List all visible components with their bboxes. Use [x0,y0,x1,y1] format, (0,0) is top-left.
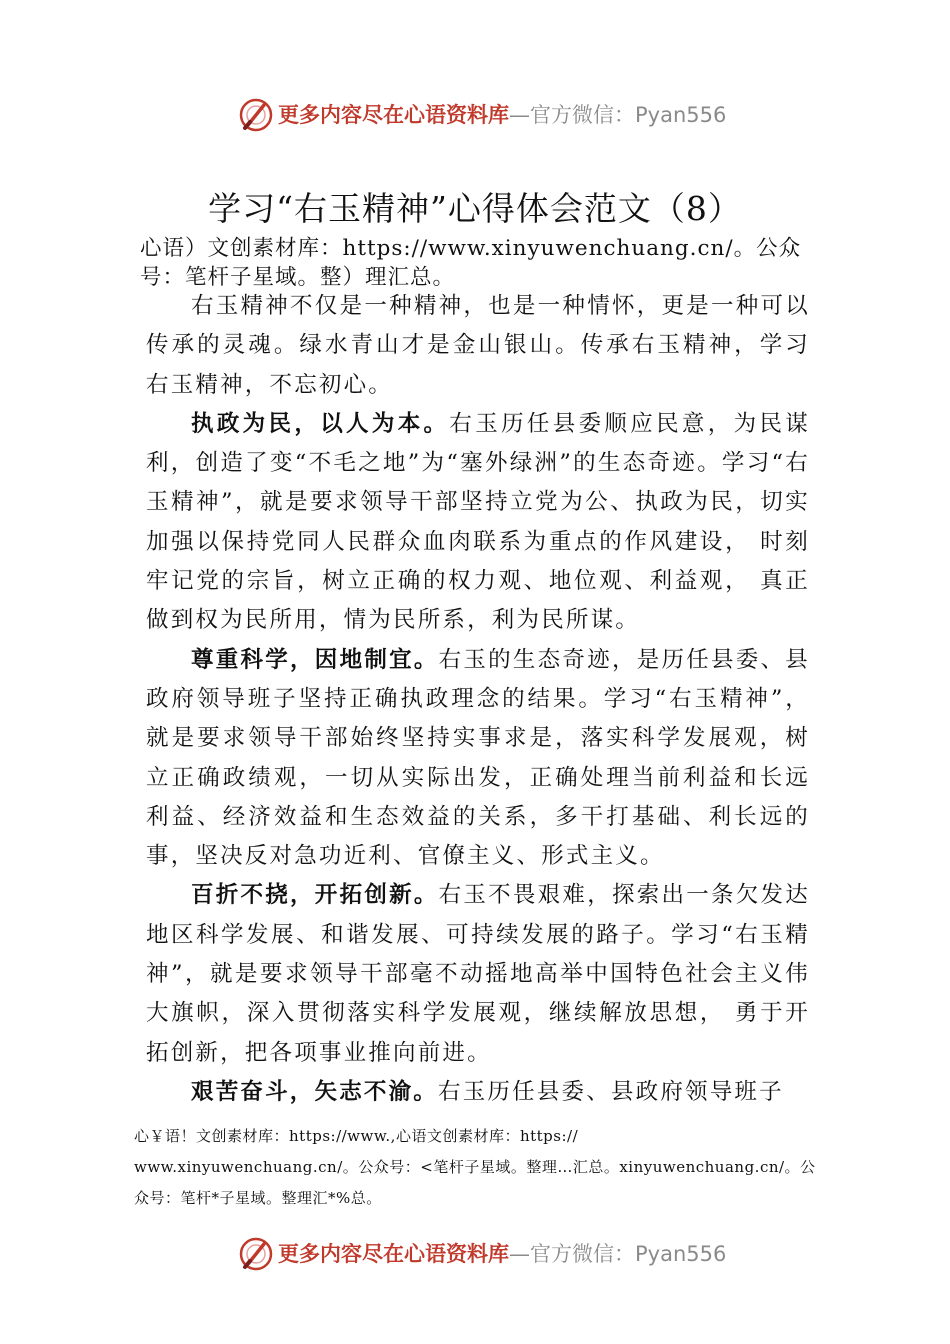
paragraph-text: 右玉不畏艰难，探索出一条欠发达地区科学发展、和谐发展、可持续发展的路子。学习“右玉精神”，就是要求领导干部毫不动摇地高举中国特色社会主义伟大旗帜，深入贯彻落实科学发展观，继续解放思想， 勇于开拓创新，把各项事业推向前进。 [146,882,810,1066]
document-body [146,287,810,1112]
header-watermark-banner [0,95,950,135]
brush-logo-icon [238,97,274,133]
paragraph-lead: 百折不挠，开拓创新。 [191,882,439,909]
footer-watermark-banner [0,1234,950,1274]
footer-line-2: www.xinyuwenchuang.cn/。公众号：<笔杆子星域。整理…汇总。xinyuwenchuang.cn/。公 [134,1158,816,1176]
page-footer-note [134,1121,834,1214]
source-line: 心语）文创素材库：https://www.xinyuwenchuang.cn/。公众号：笔杆子星域。整）理汇总。 [140,236,802,290]
banner-red-text: 更多内容尽在心语资料库 [278,102,509,127]
paragraph-lead: 艰苦奋斗，矢志不渝。 [191,1078,439,1105]
banner-red-text: 更多内容尽在心语资料库 [278,1241,509,1266]
paragraph-innovation [146,876,810,1072]
brush-logo-icon [238,1236,274,1272]
paragraph-lead: 尊重科学，因地制宜。 [191,646,439,673]
banner-wechat-text: 官方微信：Pyan556 [530,1242,727,1266]
footer-line-1: 心￥语！文创素材库：https://www.,心语文创素材库：https:// [134,1127,579,1145]
paragraph-text: 右玉的生态奇迹，是历任县委、县政府领导班子坚持正确执政理念的结果。学习“右玉精神”，就是要求领导干部始终坚持实事求是，落实科学发展观，树立正确政绩观，一切从实际出发，正确处理当前利益和长远利益、经济效益和生态效益的关系，多干打基础、利长远的事，坚决反对急功近利、官僚主义、形式主义。 [146,646,810,870]
banner-dash: — [509,103,530,127]
footer-line-3: 众号：笔杆*子星域。整理汇*%总。 [134,1189,382,1207]
paragraph-science [146,641,810,877]
paragraph-intro [146,287,810,405]
paragraph-governance [146,405,810,641]
banner-text [278,1240,726,1268]
paragraph-text: 右玉历任县委、县政府领导班子 [438,1078,784,1105]
paragraph-text: 右玉精神不仅是一种精神，也是一种情怀，更是一种可以传承的灵魂。绿水青山才是金山银山。传承右玉精神，学习右玉精神，不忘初心。 [146,293,810,398]
paragraph-text: 右玉历任县委顺应民意，为民谋利，创造了变“不毛之地”为“塞外绿洲”的生态奇迹。学习“右玉精神”，就是要求领导干部坚持立党为公、执政为民，切实加强以保持党同人民群众血肉联系为重点的作风建设， 时刻牢记党的宗旨，树立正确的权力观、地位观、利益观， 真正做到权为民所用，情为民所系，利为民所谋。 [146,410,810,634]
document-title: 学习“右玉精神”心得体会范文（8） [208,189,742,228]
banner-text [278,101,726,129]
paragraph-struggle [146,1073,810,1112]
banner-dash: — [509,1242,530,1266]
banner-wechat-text: 官方微信：Pyan556 [530,103,727,127]
paragraph-lead: 执政为民，以人为本。 [191,410,450,437]
